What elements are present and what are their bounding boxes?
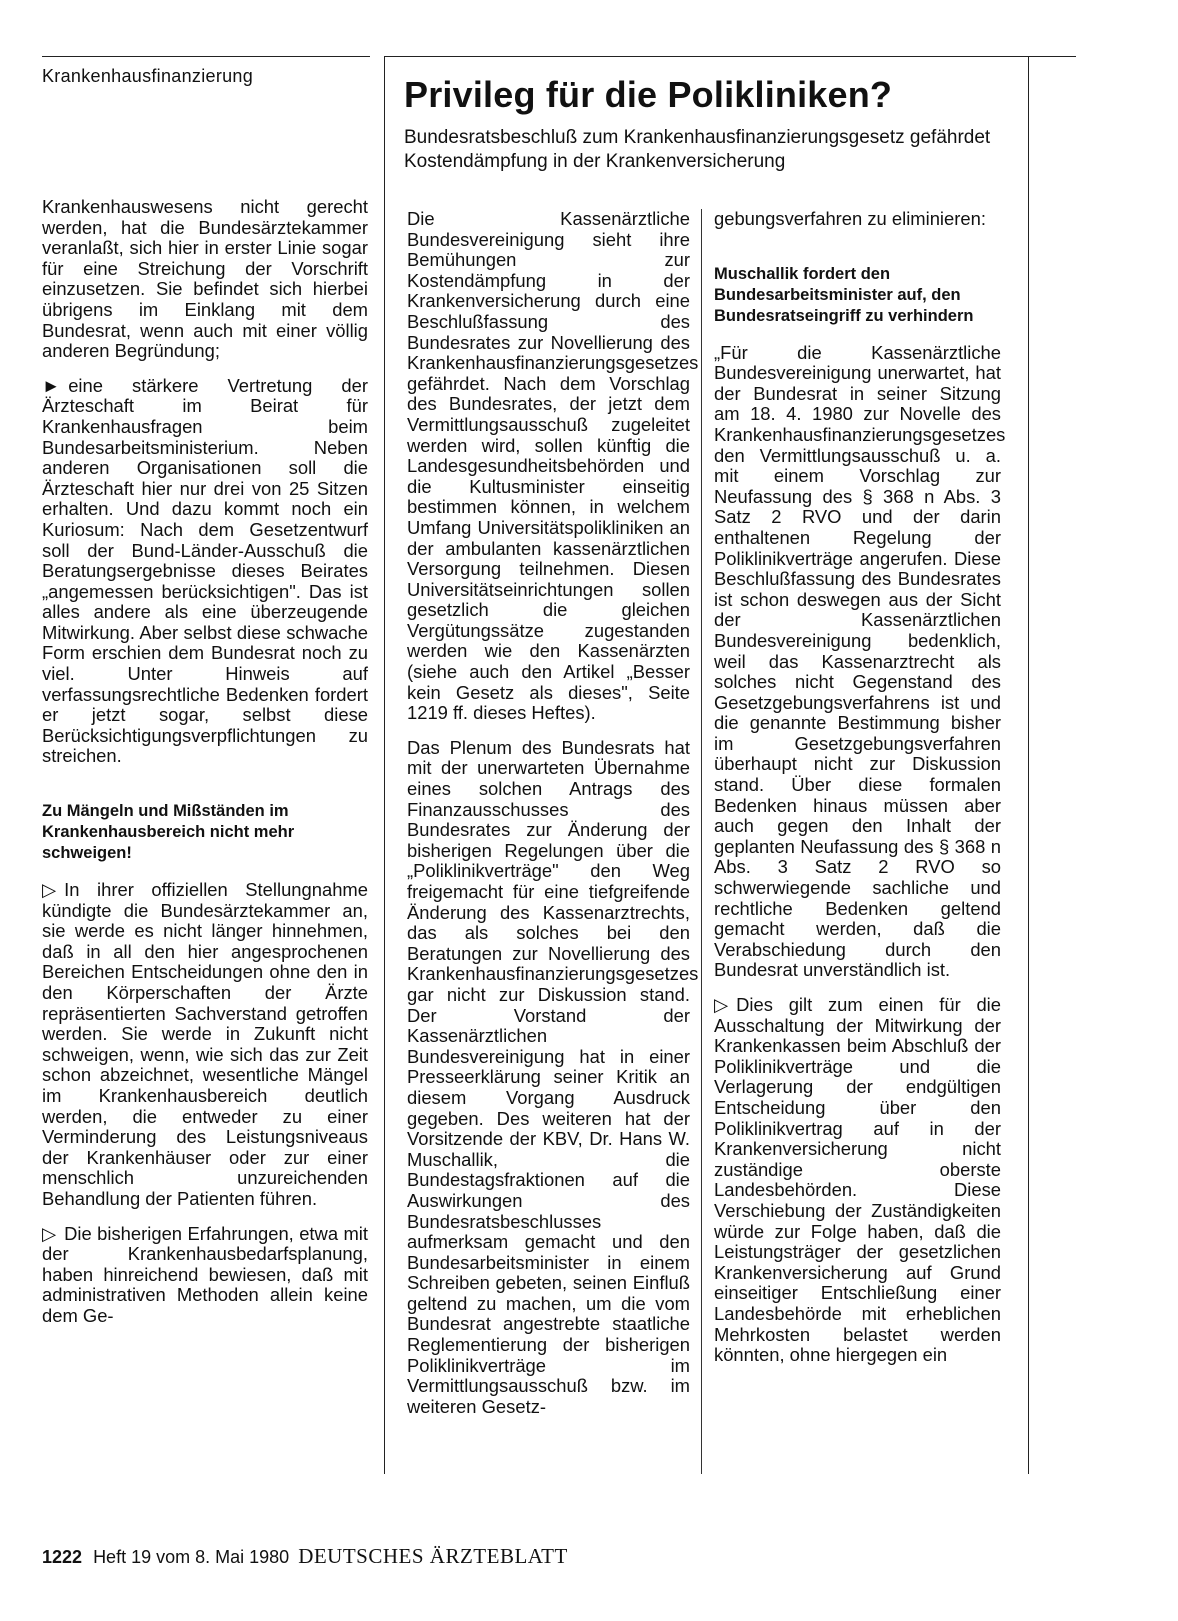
magazine-name: DEUTSCHES ÄRZTEBLATT — [298, 1544, 568, 1568]
article-box-left-rule — [384, 56, 385, 1474]
triangle-outline-icon: ▷ — [42, 1222, 57, 1244]
issue-info: Heft 19 vom 8. Mai 1980 — [93, 1547, 290, 1567]
right-paragraph-2: „Für die Kassenärztliche Bundesvereinigung unerwartet, hat der Bundesrat in seiner Sitzung am 18. 4. 1980 zur Novelle des Krankenhausfinanzierungsgesetzes den Vermittlungsausschuß u. a. mit einem Vorschlag zur Neufassung des § 368 n Abs. 3 Satz 2 RVO und der darin enthaltenen Regelung der Poliklinikverträge angerufen. Diese Beschlußfassung des Bundesrates ist schon deswegen aus der Sicht der Kassenärztlichen Bundesvereinigung bedenklich, weil das Kassenarztrecht als solches nicht Gegenstand des Gesetzgebungsverfahrens ist und die genannte Bestimmung bisher im Gesetzgebungsverfahren überhaupt nicht zur Diskussion stand. Über diese formalen Bedenken hinaus müssen aber auch gegen den Inhalt der geplanten Neufassung des § 368 n Abs. 3 Satz 2 RVO so schwerwiegende sachliche und rechtliche Bedenken geltend gemacht werden, daß die Verabschiedung durch den Bundesrat unverständlich ist. — [714, 341, 1006, 981]
article-headline: Privileg für die Polikliniken? — [404, 74, 893, 115]
article-subheadline: Bundesratsbeschluß zum Krankenhausfinanzierungsgesetz gefährdet Kostendämpfung in der Krankenversicherung — [404, 127, 991, 172]
left-paragraph-2 — [42, 376, 368, 767]
left-paragraph-2-text: eine stärkere Vertretung der Ärzteschaft im Beirat für Krankenhausfragen beim Bundesarbeitsministerium. Neben anderen Organisationen soll die Ärzteschaft hier nur drei von 25 Sitzen erhalten. Und dazu kommt noch ein Kuriosum: Nach dem Gesetzentwurf soll der Bund-Länder-Ausschuß die Beratungsergebnisse dieses Beirates „angemessen berücksichtigen". Das ist alles andere als eine überzeugende Mitwirkung. Aber selbst diese schwache Form erschien dem Bundesrat noch zu viel. Unter Hinweis auf verfassungsrechtliche Bedenken fordert er jetzt sogar, selbst diese Berücksichtigungsverpflichtungen zu streichen. — [42, 374, 368, 767]
left-subheading: Zu Mängeln und Mißständen im Krankenhausbereich nicht mehr schweigen! — [42, 802, 295, 863]
left-paragraph-1: Krankenhauswesens nicht gerecht werden, hat die Bundesärztekammer veranlaßt, sich hier in erster Linie sogar für eine Streichung der Vorschrift einzusetzen. Sie befindet sich hierbei übrigens im Einklang mit dem Bundesrat, wenn auch mit einer völlig anderen Begründung; — [42, 196, 368, 362]
page-number: 1222 — [42, 1547, 83, 1567]
column-divider — [701, 209, 702, 1474]
triangle-outline-icon: ▷ — [42, 879, 57, 901]
section-label: Krankenhausfinanzierung — [42, 66, 254, 86]
middle-column — [407, 208, 699, 1431]
top-rule-left — [42, 56, 370, 57]
article-box-right-rule — [1028, 56, 1029, 1474]
triangle-bullet-icon: ► — [42, 374, 61, 396]
right-column — [714, 208, 1006, 1380]
middle-paragraph-2: Das Plenum des Bundesrats hat mit der unerwarteten Übernahme eines solchen Antrags des Finanzausschusses des Bundesrates zur Änderung der bisherigen Regelungen über die „Poliklinikverträge" den Weg freigemacht für eine tiefgreifende Änderung des Kassenarztrechts, das als solches bei den Beratungen zur Novellierung des Krankenhausfinanzierungsgesetzes gar nicht zur Diskussion stand. Der Vorstand der Kassenärztlichen Bundesvereinigung hat in einer Presseerklärung seiner Kritik an diesem Vorgang Ausdruck gegeben. Des weiteren hat der Vorsitzende der KBV, Dr. Hans W. Muschallik, die Bundestagsfraktionen auf die Auswirkungen des Bundesratsbeschlusses aufmerksam gemacht und den Bundesarbeitsminister in einem Schreiben gebeten, seinen Einfluß geltend zu machen, um die vom Bundesrat angestrebte staatliche Reglementierung der bisherigen Poliklinikverträge im Vermittlungsausschuß bzw. im weiteren Gesetz- — [407, 736, 699, 1417]
article-box-top-rule — [384, 56, 1076, 57]
left-paragraph-3-text: In ihrer offiziellen Stellungnahme kündigte die Bundesärztekammer an, sie werde es nicht länger hinnehmen, daß in all den hier angesprochenen Bereichen Entscheidungen ohne den in den Körperschaften der Ärzte repräsentierten Sachverstand getroffen werden. Sie werde in Zukunft nicht schweigen, wenn, wie sich das zur Zeit schon abzeichnet, wesentliche Mängel im Krankenhausbereich deutlich werden, die entweder zu einer Verminderung des Leistungsniveaus der Krankenhäuser oder zur einer menschlich unzureichenden Behandlung der Patienten führen. — [42, 879, 368, 1209]
right-paragraph-1: gebungsverfahren zu eliminieren: — [714, 208, 986, 229]
right-paragraph-3 — [714, 995, 1001, 1366]
left-paragraph-4-text: Die bisherigen Erfahrungen, etwa mit der Krankenhausbedarfsplanung, haben hinreichend bewiesen, daß mit administrativen Methoden allein keine dem Ge- — [42, 1222, 368, 1326]
right-subheading: Muschallik fordert den Bundesarbeitsminister auf, den Bundesratseingriff zu verhindern — [714, 264, 974, 325]
left-paragraph-3 — [42, 880, 368, 1210]
left-paragraph-4 — [42, 1224, 368, 1327]
right-paragraph-3-text: Dies gilt zum einen für die Ausschaltung der Mitwirkung der Krankenkassen beim Abschluß der Poliklinikverträge und die Verlagerung der endgültigen Entscheidung über den Poliklinikvertrag auf in der Krankenversicherung nicht zuständige oberste Landesbehörden. Diese Verschiebung der Zuständigkeiten würde zur Folge haben, daß die Leistungsträger der gesetzlichen Krankenversicherung auf Grund einseitiger Entschließung einer Landesbehörde mit erheblichen Mehrkosten belastet werden könnten, ohne hiergegen ein — [714, 994, 1001, 1366]
triangle-outline-icon: ▷ — [714, 994, 729, 1015]
page-footer — [42, 1544, 568, 1569]
left-column — [42, 197, 368, 1341]
middle-paragraph-1: Die Kassenärztliche Bundesvereinigung sieht ihre Bemühungen zur Kostendämpfung in der Krankenversicherung durch eine Beschlußfassung des Bundesrates zur Novellierung des Krankenhausfinanzierungsgesetzes gefährdet. Nach dem Vorschlag des Bundesrates, der jetzt dem Vermittlungsausschuß zugeleitet werden wird, sollen künftig die Landesgesundheitsbehörden und die Kultusminister einseitig bestimmen können, in welchem Umfang Universitätspolikliniken an der ambulanten kassenärztlichen Versorgung teilnehmen. Diesen Universitätseinrichtungen sollen gesetzlich die gleichen Vergütungssätze zugestanden werden wie den Kassenärzten (siehe auch den Artikel „Besser kein Gesetz als dieses", Seite 1219 ff. dieses Heftes). — [407, 208, 699, 724]
